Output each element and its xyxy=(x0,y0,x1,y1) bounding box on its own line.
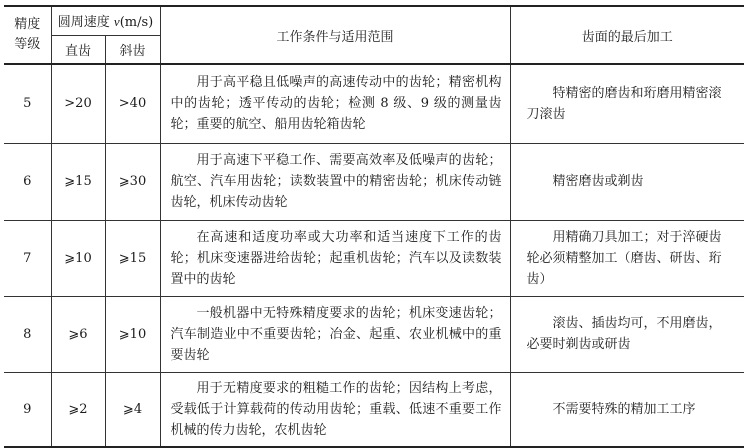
cell-helical: >40 xyxy=(105,64,160,143)
header-spur: 直齿 xyxy=(51,35,105,64)
cell-spur: ⩾2 xyxy=(51,372,105,447)
cell-conditions: 在高速和适度功率或大功率和适当速度下工作的齿轮；机床变速器进给齿轮；起重机齿轮；汽车以及读数装置中的齿轮 xyxy=(160,220,510,296)
cell-spur: ⩾6 xyxy=(51,296,105,372)
cell-spur: ⩾15 xyxy=(51,143,105,220)
cell-finish: 不需要特殊的精加工工序 xyxy=(510,372,744,447)
cell-finish: 用精确刀具加工；对于淬硬齿轮必须精整加工（磨齿、研齿、珩齿） xyxy=(510,220,744,296)
cell-conditions: 用于无精度要求的粗糙工作的齿轮；因结构上考虑，受载低于计算载荷的传动用齿轮；重载、低速不重要工作机械的传力齿轮，农机齿轮 xyxy=(160,372,510,447)
header-finish: 齿面的最后加工 xyxy=(510,6,744,64)
header-grade-label: 精度等级 xyxy=(14,17,41,52)
header-speed-prefix: 圆周速度 xyxy=(57,15,114,31)
cell-helical: ⩾30 xyxy=(105,143,160,220)
cell-conditions: 用于高平稳且低噪声的高速传动中的齿轮；精密机构中的齿轮；透平传动的齿轮；检测 8 级、9 级的测量齿轮；重要的航空、船用齿轮箱齿轮 xyxy=(160,64,510,143)
header-grade xyxy=(4,6,51,64)
cell-helical: ⩾10 xyxy=(105,296,160,372)
cell-finish: 滚齿、插齿均可，不用磨齿，必要时剃齿或研齿 xyxy=(510,296,744,372)
cell-spur: ⩾10 xyxy=(51,220,105,296)
header-conditions: 工作条件与适用范围 xyxy=(160,6,510,64)
table-row xyxy=(4,143,744,220)
cell-helical: ⩾15 xyxy=(105,220,160,296)
cell-grade: 9 xyxy=(4,372,51,447)
cell-conditions: 一般机器中无特殊精度要求的齿轮；机床变速齿轮；汽车制造业中不重要齿轮；冶金、起重、农业机械中的重要齿轮 xyxy=(160,296,510,372)
header-speed-var: v xyxy=(113,14,120,30)
cell-finish: 特精密的磨齿和珩磨用精密滚刀滚齿 xyxy=(510,64,744,143)
gear-precision-table xyxy=(4,5,744,448)
cell-helical: ⩾4 xyxy=(105,372,160,447)
cell-spur: >20 xyxy=(51,64,105,143)
table-row xyxy=(4,296,744,372)
cell-finish: 精密磨齿或剃齿 xyxy=(510,143,744,220)
header-row-1 xyxy=(4,6,744,35)
header-speed xyxy=(51,6,160,35)
cell-grade: 8 xyxy=(4,296,51,372)
cell-conditions: 用于高速下平稳工作、需要高效率及低噪声的齿轮；航空、汽车用齿轮；读数装置中的精密齿轮；机床传动链齿轮，机床传动齿轮 xyxy=(160,143,510,220)
table-row xyxy=(4,220,744,296)
header-speed-unit: (m/s) xyxy=(119,15,154,31)
table-row xyxy=(4,64,744,143)
cell-grade: 5 xyxy=(4,64,51,143)
cell-grade: 7 xyxy=(4,220,51,296)
table-row xyxy=(4,372,744,447)
cell-grade: 6 xyxy=(4,143,51,220)
header-helical: 斜齿 xyxy=(105,35,160,64)
